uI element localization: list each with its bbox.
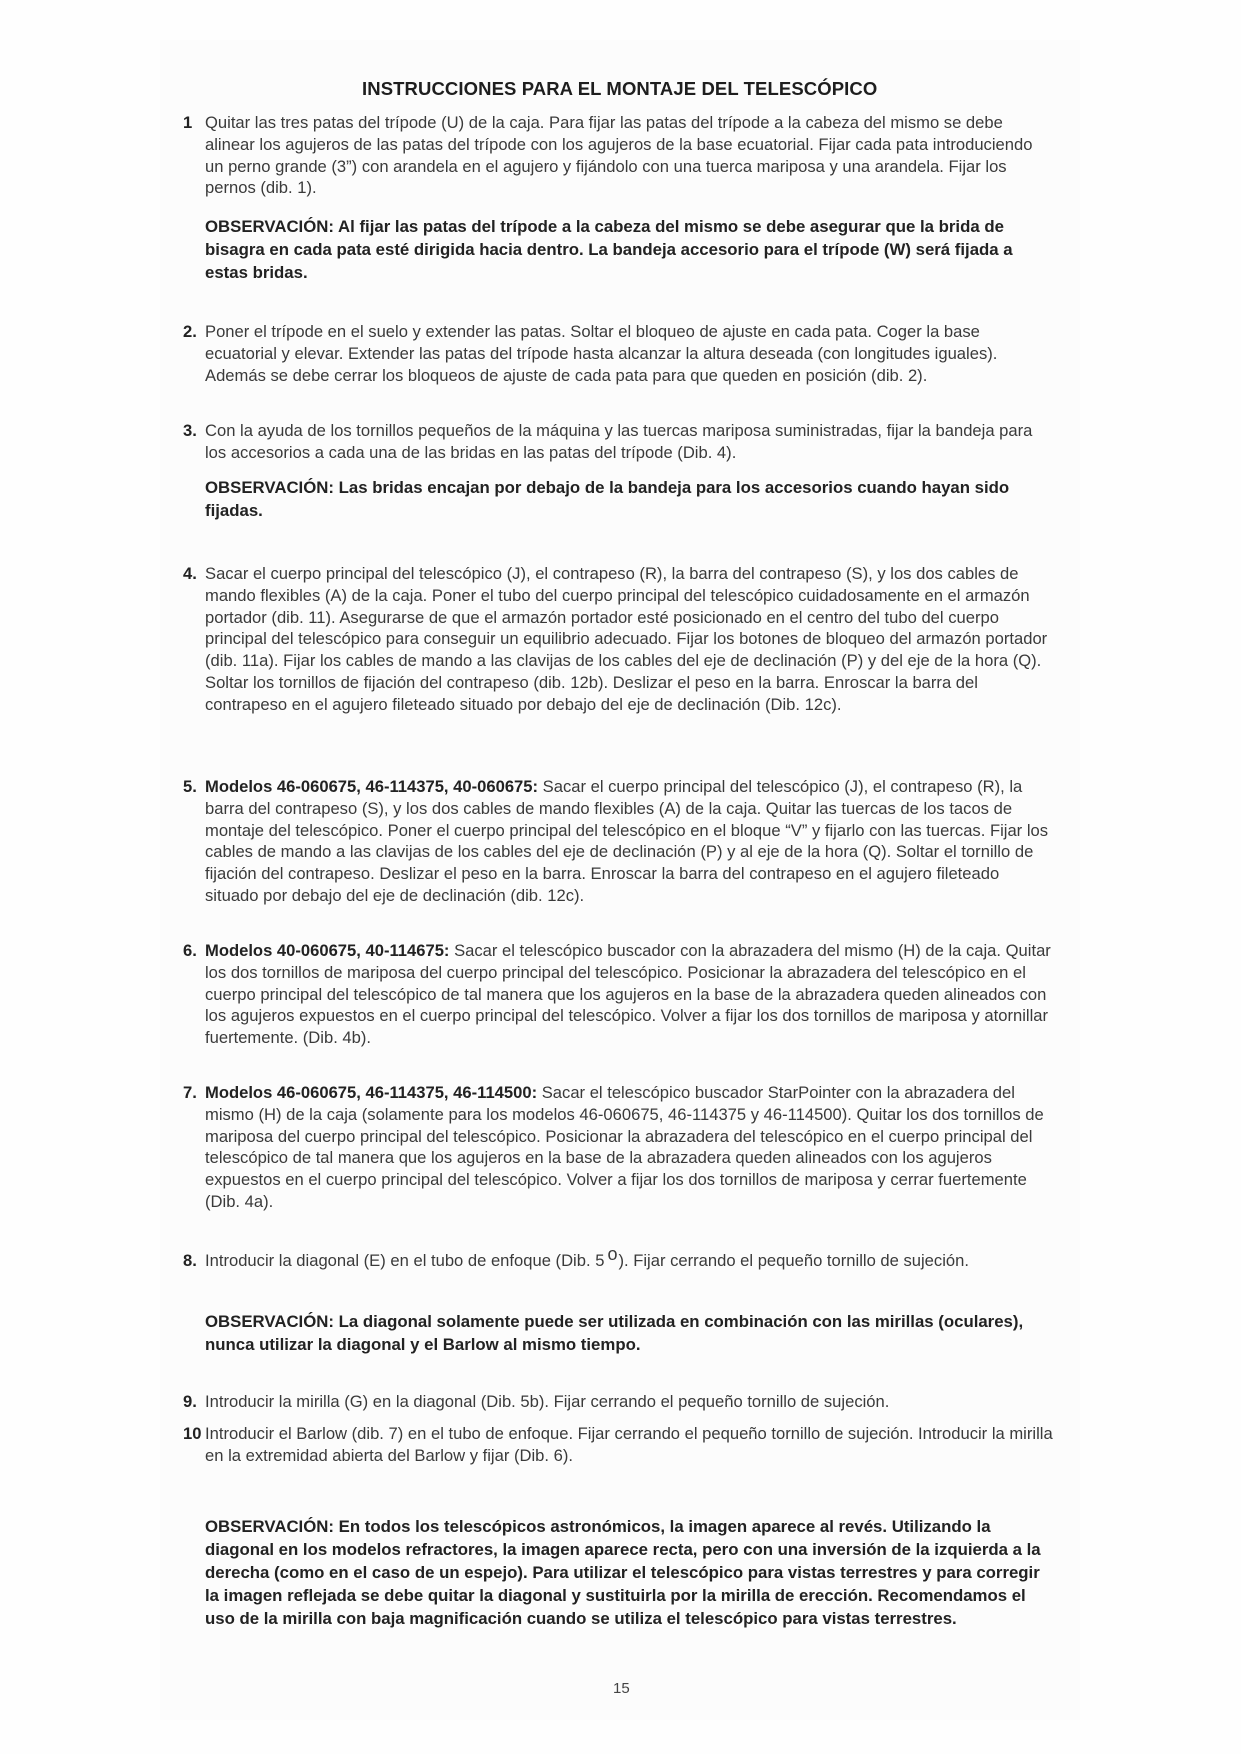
step-number: 9. (183, 1392, 197, 1411)
step-number: 2. (183, 322, 197, 341)
step-text: Sacar el cuerpo principal del telescópico (J), el contrapeso (R), la barra del contrapeso (S), y los dos cables de mando flexibles (A) de la caja. Quitar las tuercas de los tacos de montaje del telescópico. Poner el cuerpo principal del telescópico en el bloque “V” y fijarlo con las tuercas. Fijar los cables de mando a las clavijas de los cables del eje de declinación (P) y al eje de la hora (Q). Soltar el tornillo de fijación del contrapeso. Deslizar el peso en la barra. Enroscar la barra del contrapeso en el agujero fileteado situado por debajo del eje de declinación (dib. 12c). (205, 777, 1049, 905)
step-text: Introducir la mirilla (G) en la diagonal (Dib. 5b). Fijar cerrando el pequeño tornillo de sujeción. (205, 1392, 890, 1411)
step-4 (183, 563, 1055, 716)
step-1 (183, 112, 1055, 199)
page-number: 15 (613, 1680, 630, 1697)
step-9 (183, 1391, 1055, 1413)
step-text-part-b: ). Fijar cerrando el pequeño tornillo de sujeción. (618, 1251, 969, 1270)
step-number: 7. (183, 1083, 197, 1102)
step-text-part-a: Introducir la diagonal (E) en el tubo de enfoque (Dib. 5 (205, 1251, 605, 1270)
step-2 (183, 321, 1055, 386)
note-tripod-hinge: OBSERVACIÓN: Al fijar las patas del trípode a la cabeza del mismo se debe asegurar que la brida de bisagra en cada pata esté dirigida hacia dentro. La bandeja accesorio para el trípode (W) será fijada a estas bridas. (205, 217, 1013, 282)
page-title: INSTRUCCIONES PARA EL MONTAJE DEL TELESCÓPICO (362, 78, 878, 99)
step-text: Sacar el telescópico buscador StarPointer con la abrazadera del mismo (H) de la caja (solamente para los modelos 46-060675, 46-114375 y 46-114500). Quitar los dos tornillos de mariposa del cuerpo principal del telescópico. Posicionar la abrazadera del telescópico en el cuerpo principal del telescópico de tal manera que los agujeros en la base de la abrazadera queden alineados con los agujeros expuestos en el cuerpo principal del telescópico. Volver a fijar los dos tornillos de mariposa y cerrar fuertemente (Dib. 4a). (205, 1083, 1044, 1211)
step-8 (183, 1244, 1055, 1272)
step-6 (183, 940, 1055, 1049)
step-5 (183, 776, 1055, 907)
note-image-orientation: OBSERVACIÓN: En todos los telescópicos astronómicos, la imagen aparece al revés. Utilizando la diagonal en los modelos refractores, la imagen aparece recta, pero con una inversión de la izquierda a la derecha (como en el caso de un espejo). Para utilizar el telescópico para vistas terrestres y para corregir la imagen reflejada se debe quitar la diagonal y sustituirla por la mirilla de erección. Recomendamos el uso de la mirilla con baja magnificación cuando se utiliza el telescópico para vistas terrestres. (205, 1517, 1041, 1628)
step-number: 1 (183, 113, 193, 132)
step-text: Con la ayuda de los tornillos pequeños de la máquina y las tuercas mariposa suministradas, fijar la bandeja para los accesorios a cada una de las bridas en las patas del trípode (Dib. 4). (205, 421, 1033, 462)
step-number: 10 (183, 1424, 202, 1443)
step-text: Quitar las tres patas del trípode (U) de la caja. Para fijar las patas del trípode a la cabeza del mismo se debe alinear los agujeros de las patas del trípode con los agujeros de la base ecuatorial. Fijar cada pata introduciendo un perno grande (3”) con arandela en el agujero y fijándolo con una tuerca mariposa y una arandela. Fijar los pernos (dib. 1). (205, 113, 1033, 198)
step-models: Modelos 40-060675, 40-114675: (205, 941, 450, 960)
step-text: Sacar el telescópico buscador con la abrazadera del mismo (H) de la caja. Quitar los dos tornillos de mariposa del cuerpo principal del telescópico. Posicionar la abrazadera del telescópico en el cuerpo principal del telescópico de tal manera que los agujeros en la base de la abrazadera queden alineados con los agujeros expuestos en el cuerpo principal del telescópico. Volver a fijar los dos tornillos de mariposa y atornillar fuertemente. (Dib. 4b). (205, 941, 1051, 1048)
step-text: Introducir el Barlow (dib. 7) en el tubo de enfoque. Fijar cerrando el pequeño tornillo de sujeción. Introducir la mirilla en la extremidad abierta del Barlow y fijar (Dib. 6). (205, 1424, 1053, 1465)
step-text: Sacar el cuerpo principal del telescópico (J), el contrapeso (R), la barra del contrapeso (S), y los dos cables de mando flexibles (A) de la caja. Poner el tubo del cuerpo principal del telescópico cuidadosamente en el armazón portador (dib. 11). Asegurarse de que el armazón portador esté posicionado en el centro del tubo del cuerpo principal del telescópico para conseguir un equilibrio adecuado. Fijar los botones de bloqueo del armazón portador (dib. 11a). Fijar los cables de mando a las clavijas de los cables del eje de declinación (P) y del eje de la hora (Q). Soltar los tornillos de fijación del contrapeso (dib. 12b). Deslizar el peso en la barra. Enroscar la barra del contrapeso en el agujero fileteado situado por debajo del eje de declinación (Dib. 12c). (205, 564, 1048, 714)
step-number: 4. (183, 564, 197, 583)
step-3 (183, 420, 1055, 464)
note-diagonal: OBSERVACIÓN: La diagonal solamente puede ser utilizada en combinación con las mirillas (oculares), nunca utilizar la diagonal y el Barlow al mismo tiempo. (205, 1312, 1024, 1354)
step-text: Poner el trípode en el suelo y extender las patas. Soltar el bloqueo de ajuste en cada pata. Coger la base ecuatorial y elevar. Extender las patas del trípode hasta alcanzar la altura deseada (con longitudes iguales). Además se debe cerrar los bloqueos de ajuste de cada pata para que queden en posición (dib. 2). (205, 322, 998, 385)
step-7 (183, 1082, 1055, 1213)
step-10 (183, 1423, 1055, 1467)
degree-superscript: o (607, 1244, 618, 1264)
note-bridas: OBSERVACIÓN: Las bridas encajan por debajo de la bandeja para los accesorios cuando hayan sido fijadas. (205, 478, 1010, 520)
step-models: Modelos 46-060675, 46-114375, 46-114500: (205, 1083, 538, 1102)
step-number: 8. (183, 1251, 197, 1270)
step-number: 5. (183, 777, 197, 796)
step-number: 6. (183, 941, 197, 960)
step-models: Modelos 46-060675, 46-114375, 40-060675: (205, 777, 539, 796)
step-number: 3. (183, 421, 197, 440)
